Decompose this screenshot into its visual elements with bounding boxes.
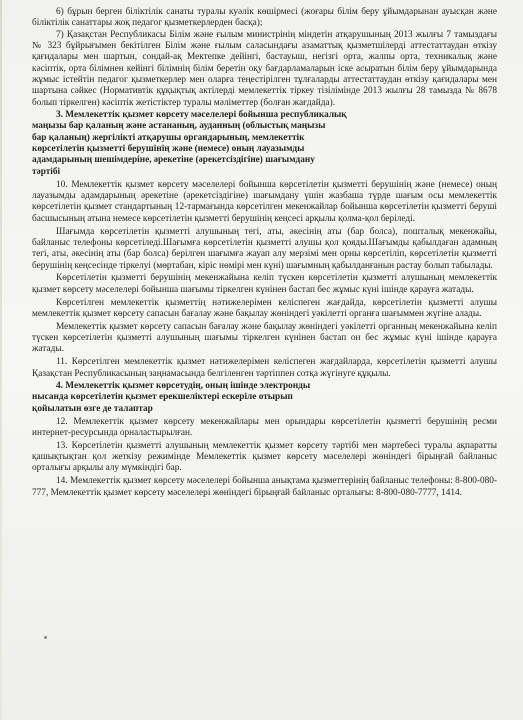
- complaint-contents: Шағымда көрсетілетін қызметті алушының тегі, аты, әкесінің аты (бар болса), пошталық мекенжайы, байланыс телефоны көрсетіледі.Шағымға көрсетілетін қызметті алушы қол қояды.Шағымды қабылдаған адамның тегі, аты, әкесінің аты (бар болса) берілген шағымға жауап алу мерзімі мен орны көрсетіліп, көрсетілетін қызметті берушінің кеңсесінде тіркелуі (мөртабан, кіріс нөмірі мен күні) шағымның қабылданғанын растау болып табылады.: [32, 226, 497, 271]
- heading-line: бар қаланың) жергілікті атқарушы органдарының, мемлекеттік: [32, 132, 305, 143]
- authority-review-term: Мемлекеттік қызмет көрсету сапасын бағалау және бақылау жөніндегі уәкілетті органның мекенжайына келіп түскен көрсетілетін қызметті алушының шағымы тіркелген күнінен бастап он бес жұмыс күні ішінде қарауға жатады.: [32, 321, 497, 355]
- item-12: 12. Мемлекеттік қызмет көрсету мекенжайлары мен орындары көрсетілетін қызметті берушінің ресми интернет-ресурсында орналастырылған.: [32, 416, 497, 438]
- heading-line: көрсетілетін қызметті берушінің және (немесе) оның лауазымды: [32, 144, 305, 155]
- heading-line: 4. Мемлекеттік қызмет көрсетудің, оның ішінде электронды: [56, 381, 311, 391]
- item-7: 7) Қазақстан Республикасы Білім және ғылым министрінің міндетін атқарушының 2013 жылғы 7 тамыздағы № 323 бұйрығымен бекітілген Білім және ғылым саласындағы азаматтық қызметшілерді аттестаттаудан өткізу қағидалары мен шартын, сондай-ақ Мектепке дейінгі, бастауыш, негізгі орта, жалпы орта, техникалық және кәсіптік, орта білімнен кейінгі білімнің білім беретін оқу бағдарламаларын іске асыратын білім беру ұйымдарында жұмыс істейтін педагог қызметкерлер мен оларға теңестірілген тұлғаларды аттестаттаудан өткізу қағидалары мен шартына сәйкес (Нормативтік құқықтық актілерді мемлекеттік тіркеу тізілімінде 2013 жылғы 28 тамызда № 8678 болып тіркелген) кәсіптік жетістіктер туралы мәліметтер (болған жағдайда).: [32, 29, 497, 108]
- heading-line: нысанда көрсетілетін қызмет ерекшеліктері ескеріле отырып: [32, 392, 293, 403]
- heading-line: маңызы бар қаланың және астананың, ауданның (облыстық маңызы: [32, 121, 326, 132]
- complaint-review-term: Көрсетілетін қызметті берушінің мекенжайына келіп түскен көрсетілетін қызметті алушының мемлекеттік қызмет көрсету мәселелері бойынша шағымы тіркелген күнінен бастап бес жұмыс күні ішінде қарауға жатады.: [32, 273, 497, 295]
- item-11: 11. Көрсетілген мемлекеттік қызмет нәтижелерімен келіспеген жағдайларда, көрсетілетін қызметті алушы Қазақстан Республикасының заңнамасында белгіленген тәртіппен сотқа жүгінуге құқылы.: [32, 357, 497, 379]
- section-3-heading: [32, 110, 497, 178]
- item-6: 6) бұрын берген біліктілік санаты туралы куәлік көшірмесі (жоғары білім беру ұйымдарынан ауысқан және біліктілік санаттары жоқ педагог қызметкерлерден басқа);: [32, 7, 497, 29]
- heading-line: қойылатын өзге де талаптар: [32, 403, 153, 414]
- item-10: 10. Мемлекеттік қызмет көрсету мәселелері бойынша көрсетілетін қызметті берушінің және (немесе) оның лауазымды адамдарының әрекетіне (әрекетсіздігіне) шағымдану үшін жазбаша түрде шағым осы мемлекеттік көрсетілетін қызмет стандартының 12-тармағында көрсетілген мекенжайлар бойынша көрсетілетін қызметті беруші басшысының атына немесе көрсетілетін қызметті берушінің кеңсесі арқылы қолма-қол беріледі.: [32, 179, 497, 224]
- appeal-to-authority: Көрсетілген мемлекеттік қызметтің нәтижелерімен келіспеген жағдайда, көрсетілетін қызметті алушы мемлекеттік қызмет көрсету сапасын бағалау және бақылау жөніндегі уәкілетті органға шағыммен жүгіне алады.: [32, 297, 497, 319]
- item-13: 13. Көрсетілетін қызметті алушының мемлекеттік қызмет көрсету тәртібі мен мәртебесі туралы ақпаратты қашықтықтан қол жеткізу режимінде Мемлекеттік қызмет көрсету мәселелері жөніндегі бірыңғай байланыс орталығы арқылы алу мүмкіндігі бар.: [32, 440, 497, 474]
- section-4-heading: [32, 381, 497, 415]
- item-14: 14. Мемлекеттік қызмет көрсету мәселелері бойынша анықтама қызметтерінің байланыс телефоны: 8-800-080-777, Мемлекеттік қызмет көрсету мәселелері жөніндегі бірыңғай байланыс орталығы: 8-800-080-7777, 1414.: [32, 476, 497, 498]
- heading-line: 3. Мемлекеттік қызмет көрсету мәселелері бойынша республикалық: [56, 110, 347, 121]
- scan-speck: [44, 636, 47, 639]
- scan-edge: [0, 0, 2, 720]
- heading-line: тәртібі: [32, 166, 61, 177]
- heading-line: адамдарының шешімдеріне, әрекетіне (әрекетсіздігіне) шағымдану: [32, 155, 315, 166]
